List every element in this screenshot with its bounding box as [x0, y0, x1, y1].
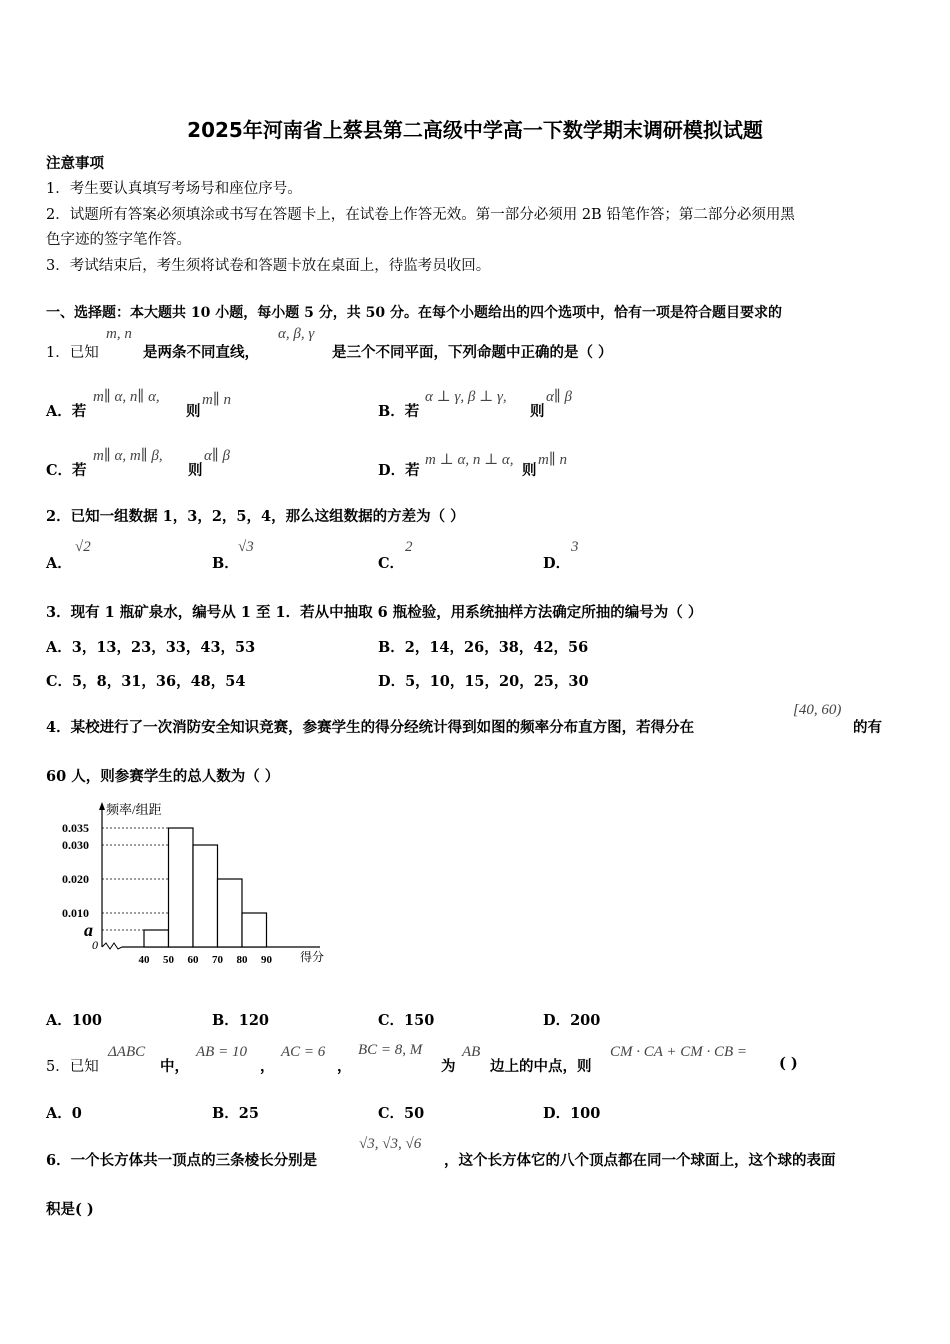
q5-text-4: ( ) [779, 1055, 798, 1072]
histogram-bar [169, 828, 194, 947]
q4-math-interval: [40, 60) [793, 702, 842, 718]
histogram-bar [242, 913, 267, 947]
y-tick-zero: 0 [92, 938, 98, 952]
notice-item-1: 1．考生要认真填写考场号和座位序号。 [46, 181, 302, 197]
q1-option-d-math: m ⊥ α, n ⊥ α, [425, 452, 514, 468]
q1-text-1: 是两条不同直线， [143, 344, 259, 361]
q2-option-c-label: C． [378, 555, 405, 572]
q1-option-b-math2: α∥ β [546, 389, 573, 405]
q4-text-3: 60 人，则参赛学生的总人数为（ ） [46, 768, 280, 785]
q2-option-b-math: √3 [238, 539, 254, 555]
x-axis-break [102, 943, 122, 949]
q3-option-d: D．5，10，15，20，25，30 [378, 673, 589, 690]
q1-option-c-then: 则 [188, 462, 203, 479]
q5-math-ac: AC = 6 [281, 1044, 326, 1060]
y-tick-a: a [84, 920, 93, 940]
q5-text-3: 边上的中点，则 [490, 1058, 592, 1075]
q5-text-2: 为 [441, 1058, 456, 1075]
notice-heading: 注意事项 [46, 155, 104, 172]
notice-item-2b: 色字迹的签字笔作答。 [46, 232, 191, 248]
q1-option-c-label: C．若 [46, 462, 87, 479]
q5-math-ab: AB = 10 [196, 1044, 247, 1060]
q3-option-c: C．5，8，31，36，48，54 [46, 673, 246, 690]
q1-option-b-then: 则 [530, 403, 545, 420]
q3-option-a: A．3，13，23，33，43，53 [46, 639, 256, 656]
q4-text-1: 4．某校进行了一次消防安全知识竞赛，参赛学生的得分经统计得到如图的频率分布直方图，若得分在 [46, 719, 695, 736]
x-tick-label: 60 [187, 954, 199, 966]
q5-math-ab-2: AB [462, 1044, 481, 1060]
q5-math-vectors: CM · CA + CM · CB = [610, 1044, 748, 1060]
q5-number: 5．已知 [46, 1059, 99, 1075]
q5-math-triangle: ΔABC [108, 1044, 146, 1060]
q3-text: 3．现有 1 瓶矿泉水，编号从 1 至 1．若从中抽取 6 瓶检验，用系统抽样方法确定所抽的编号为（ ） [46, 604, 703, 621]
x-tick-label: 80 [236, 954, 248, 966]
q1-number: 1．已知 [46, 345, 99, 361]
q4-option-c: C．150 [378, 1012, 435, 1029]
y-tick-label: 0.020 [62, 872, 89, 886]
q1-option-a-label: A．若 [46, 403, 87, 420]
q1-option-d-label: D．若 [378, 462, 420, 479]
histogram-bar [193, 845, 218, 947]
q5-option-a: A．0 [46, 1105, 82, 1122]
histogram-bar [144, 930, 169, 947]
q5-math-bc: BC = 8, M [358, 1042, 423, 1058]
q6-text-3: 积是( ) [46, 1201, 94, 1218]
section-heading: 一、选择题：本大题共 10 小题，每小题 5 分，共 50 分。在每个小题给出的四个选项中，恰有一项是符合题目要求的 [46, 305, 782, 321]
q4-text-2: 的有 [853, 719, 882, 736]
x-tick-label: 70 [212, 954, 223, 966]
q1-option-c-math2: α∥ β [204, 448, 231, 464]
q2-option-c-math: 2 [405, 539, 413, 555]
q5-text-1: 中， [160, 1058, 189, 1075]
page-title: 2025年河南省上蔡县第二高级中学高一下数学期末调研模拟试题 [187, 118, 763, 142]
q1-option-b-label: B．若 [378, 403, 420, 420]
q5-option-d: D．100 [543, 1105, 601, 1122]
q5-comma-1: ， [260, 1058, 275, 1075]
q5-option-b: B．25 [212, 1105, 259, 1122]
q2-option-a-math: √2 [75, 539, 91, 555]
q2-option-a-label: A． [46, 555, 72, 572]
q5-comma-2: ， [337, 1058, 352, 1075]
notice-item-3: 3．考试结束后，考生须将试卷和答题卡放在桌面上，待监考员收回。 [46, 258, 491, 274]
q6-math-edges: √3, √3, √6 [359, 1136, 422, 1152]
q1-option-a-math2: m∥ n [202, 392, 232, 408]
notice-item-2a: 2．试题所有答案必须填涂或书写在答题卡上，在试卷上作答无效。第一部分必须用 2B 铅笔作答；第二部分必须用黑 [46, 207, 795, 223]
q1-text-2: 是三个不同平面，下列命题中正确的是（ ） [332, 344, 613, 361]
y-tick-label: 0.010 [62, 906, 89, 920]
q2-text: 2．已知一组数据 1，3，2，5，4，那么这组数据的方差为（ ） [46, 508, 465, 525]
y-tick-label: 0.035 [62, 821, 89, 835]
frequency-histogram [60, 798, 340, 968]
x-axis-label: 得分 [300, 950, 325, 964]
q1-option-a-then: 则 [186, 403, 201, 420]
x-tick-label: 90 [261, 954, 272, 966]
q5-option-c: C．50 [378, 1105, 425, 1122]
q4-option-d: D．200 [543, 1012, 601, 1029]
q3-option-b: B．2，14，26，38，42，56 [378, 639, 589, 656]
q1-option-c-math: m∥ α, m∥ β, [93, 448, 163, 464]
q2-option-d-label: D． [543, 555, 571, 572]
x-tick-label: 50 [163, 954, 174, 966]
x-tick-label: 40 [138, 954, 150, 966]
y-axis-label: 频率/组距 [106, 802, 162, 817]
q2-option-d-math: 3 [571, 539, 579, 555]
histogram-bar [218, 879, 243, 947]
q6-text-1: 6．一个长方体共一顶点的三条棱长分别是 [46, 1152, 318, 1169]
q1-option-d-math2: m∥ n [538, 452, 568, 468]
y-tick-label: 0.030 [62, 838, 89, 852]
q1-option-a-math: m∥ α, n∥ α, [93, 389, 160, 405]
q4-option-a: A．100 [46, 1012, 103, 1029]
q2-option-b-label: B． [212, 555, 239, 572]
q1-option-d-then: 则 [522, 462, 537, 479]
q6-text-2: ，这个长方体它的八个顶点都在同一个球面上，这个球的表面 [444, 1152, 836, 1169]
q4-option-b: B．120 [212, 1012, 270, 1029]
q1-option-b-math: α ⊥ γ, β ⊥ γ, [425, 389, 507, 405]
q1-math-lines: m, n [106, 326, 132, 342]
y-axis-arrow [99, 802, 105, 810]
q1-math-planes: α, β, γ [278, 326, 315, 342]
histogram-marks [139, 828, 273, 966]
